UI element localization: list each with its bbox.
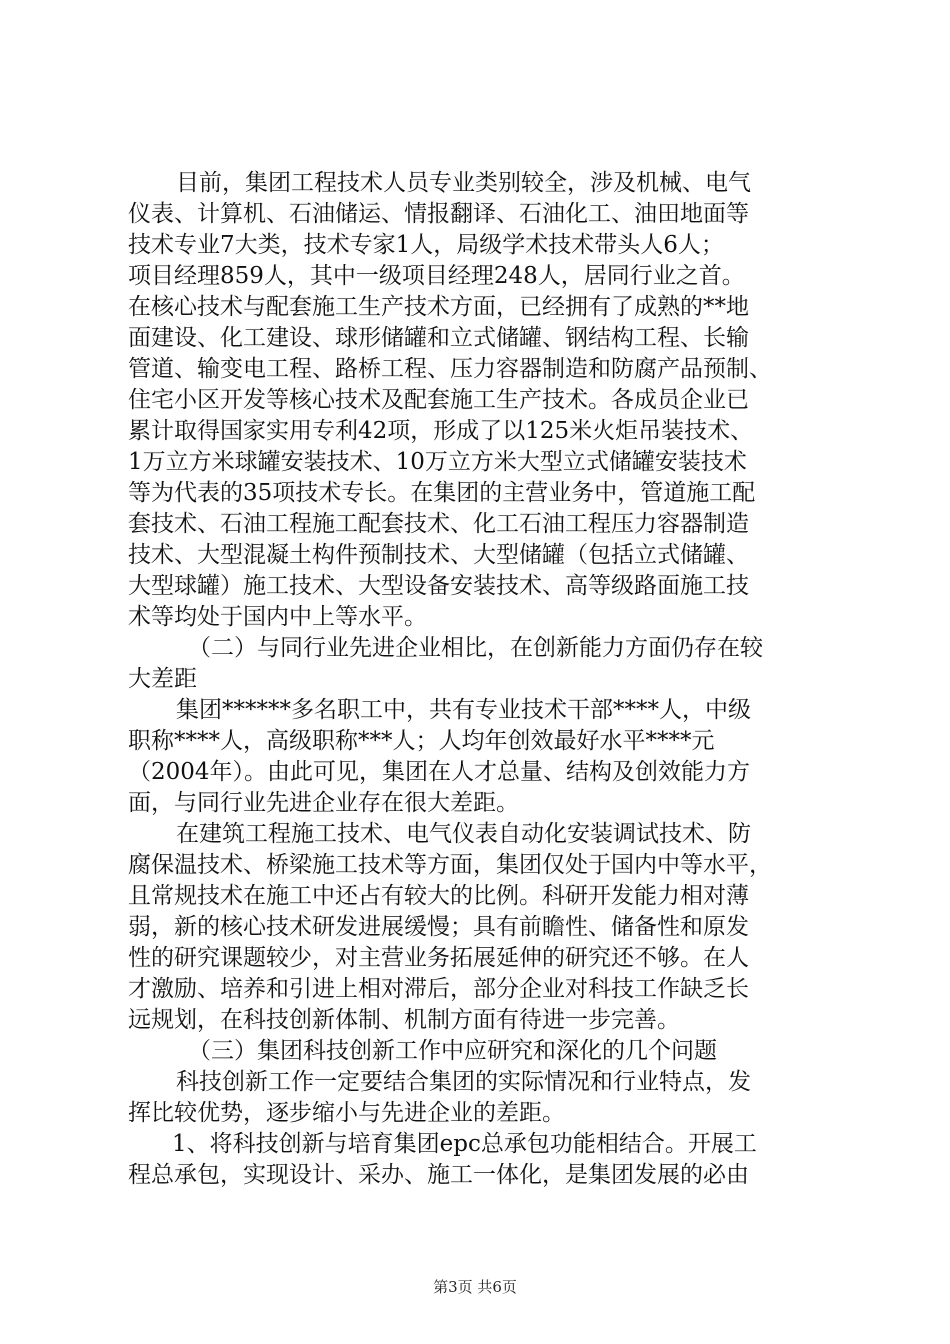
text-line: 面，与同行业先进企业存在很大差距。 xyxy=(128,790,519,816)
text-line: 套技术、石油工程施工配套技术、化工石油工程压力容器制造 xyxy=(128,511,749,537)
text-line: 1、将科技创新与培育集团epc总承包功能相结合。开展工 xyxy=(172,1131,757,1157)
paragraph-innovation-approach xyxy=(128,1067,828,1129)
section-heading-3 xyxy=(128,1036,828,1067)
heading-line: 大差距 xyxy=(128,666,197,692)
text-line: 目前，集团工程技术人员专业类别较全，涉及机械、电气 xyxy=(176,170,751,196)
text-line: 累计取得国家实用专利42项，形成了以125米火炬吊装技术、 xyxy=(128,418,754,444)
text-line: 职称****人，高级职称***人；人均年创效最好水平****元 xyxy=(128,728,715,754)
text-line: 腐保温技术、桥梁施工技术等方面，集团仅处于国内中等水平， xyxy=(128,852,772,878)
heading-line: （二）与同行业先进企业相比，在创新能力方面仍存在较 xyxy=(188,635,763,661)
text-line: 技术、大型混凝土构件预制技术、大型储罐（包括立式储罐、 xyxy=(128,542,749,568)
paragraph-construction-tech xyxy=(128,819,828,1036)
text-line: 性的研究课题较少，对主营业务拓展延伸的研究还不够。在人 xyxy=(128,945,749,971)
text-line: 集团******多名职工中，共有专业技术干部****人，中级 xyxy=(176,697,751,723)
paragraph-staff-numbers xyxy=(128,695,828,819)
page-number-footer: 第3页 共6页 xyxy=(433,1278,517,1296)
text-line: 住宅小区开发等核心技术及配套施工生产技术。各成员企业已 xyxy=(128,387,749,413)
text-line: 面建设、化工建设、球形储罐和立式储罐、钢结构工程、长输 xyxy=(128,325,749,351)
text-line: 术等均处于国内中上等水平。 xyxy=(128,604,427,630)
text-line: 挥比较优势，逐步缩小与先进企业的差距。 xyxy=(128,1100,565,1126)
section-heading-2 xyxy=(128,633,828,695)
text-line: 在核心技术与配套施工生产技术方面，已经拥有了成熟的**地 xyxy=(128,294,749,320)
heading-line: （三）集团科技创新工作中应研究和深化的几个问题 xyxy=(188,1038,717,1064)
text-line: 项目经理859人，其中一级项目经理248人，居同行业之首。 xyxy=(128,263,745,289)
text-line: （2004年）。由此可见，集团在人才总量、结构及创效能力方 xyxy=(128,759,751,785)
text-line: 且常规技术在施工中还占有较大的比例。科研开发能力相对薄 xyxy=(128,883,749,909)
text-line: 程总承包，实现设计、采办、施工一体化，是集团发展的必由 xyxy=(128,1162,749,1188)
text-line: 才激励、培养和引进上相对滞后，部分企业对科技工作缺乏长 xyxy=(128,976,749,1002)
paragraph-tech-staff-overview xyxy=(128,168,828,633)
paragraph-item-1-epc xyxy=(128,1129,828,1191)
text-line: 管道、输变电工程、路桥工程、压力容器制造和防腐产品预制、 xyxy=(128,356,772,382)
text-line: 1万立方米球罐安装技术、10万立方米大型立式储罐安装技术 xyxy=(128,449,747,475)
text-line: 仪表、计算机、石油储运、情报翻译、石油化工、油田地面等 xyxy=(128,201,749,227)
text-line: 在建筑工程施工技术、电气仪表自动化安装调试技术、防 xyxy=(176,821,751,847)
text-line: 大型球罐）施工技术、大型设备安装技术、高等级路面施工技 xyxy=(128,573,749,599)
text-line: 科技创新工作一定要结合集团的实际情况和行业特点，发 xyxy=(176,1069,751,1095)
document-body xyxy=(128,168,828,1191)
text-line: 技术专业7大类，技术专家1人，局级学术技术带头人6人； xyxy=(128,232,724,258)
text-line: 等为代表的35项技术专长。在集团的主营业务中，管道施工配 xyxy=(128,480,756,506)
text-line: 弱，新的核心技术研发进展缓慢；具有前瞻性、储备性和原发 xyxy=(128,914,749,940)
text-line: 远规划，在科技创新体制、机制方面有待进一步完善。 xyxy=(128,1007,680,1033)
